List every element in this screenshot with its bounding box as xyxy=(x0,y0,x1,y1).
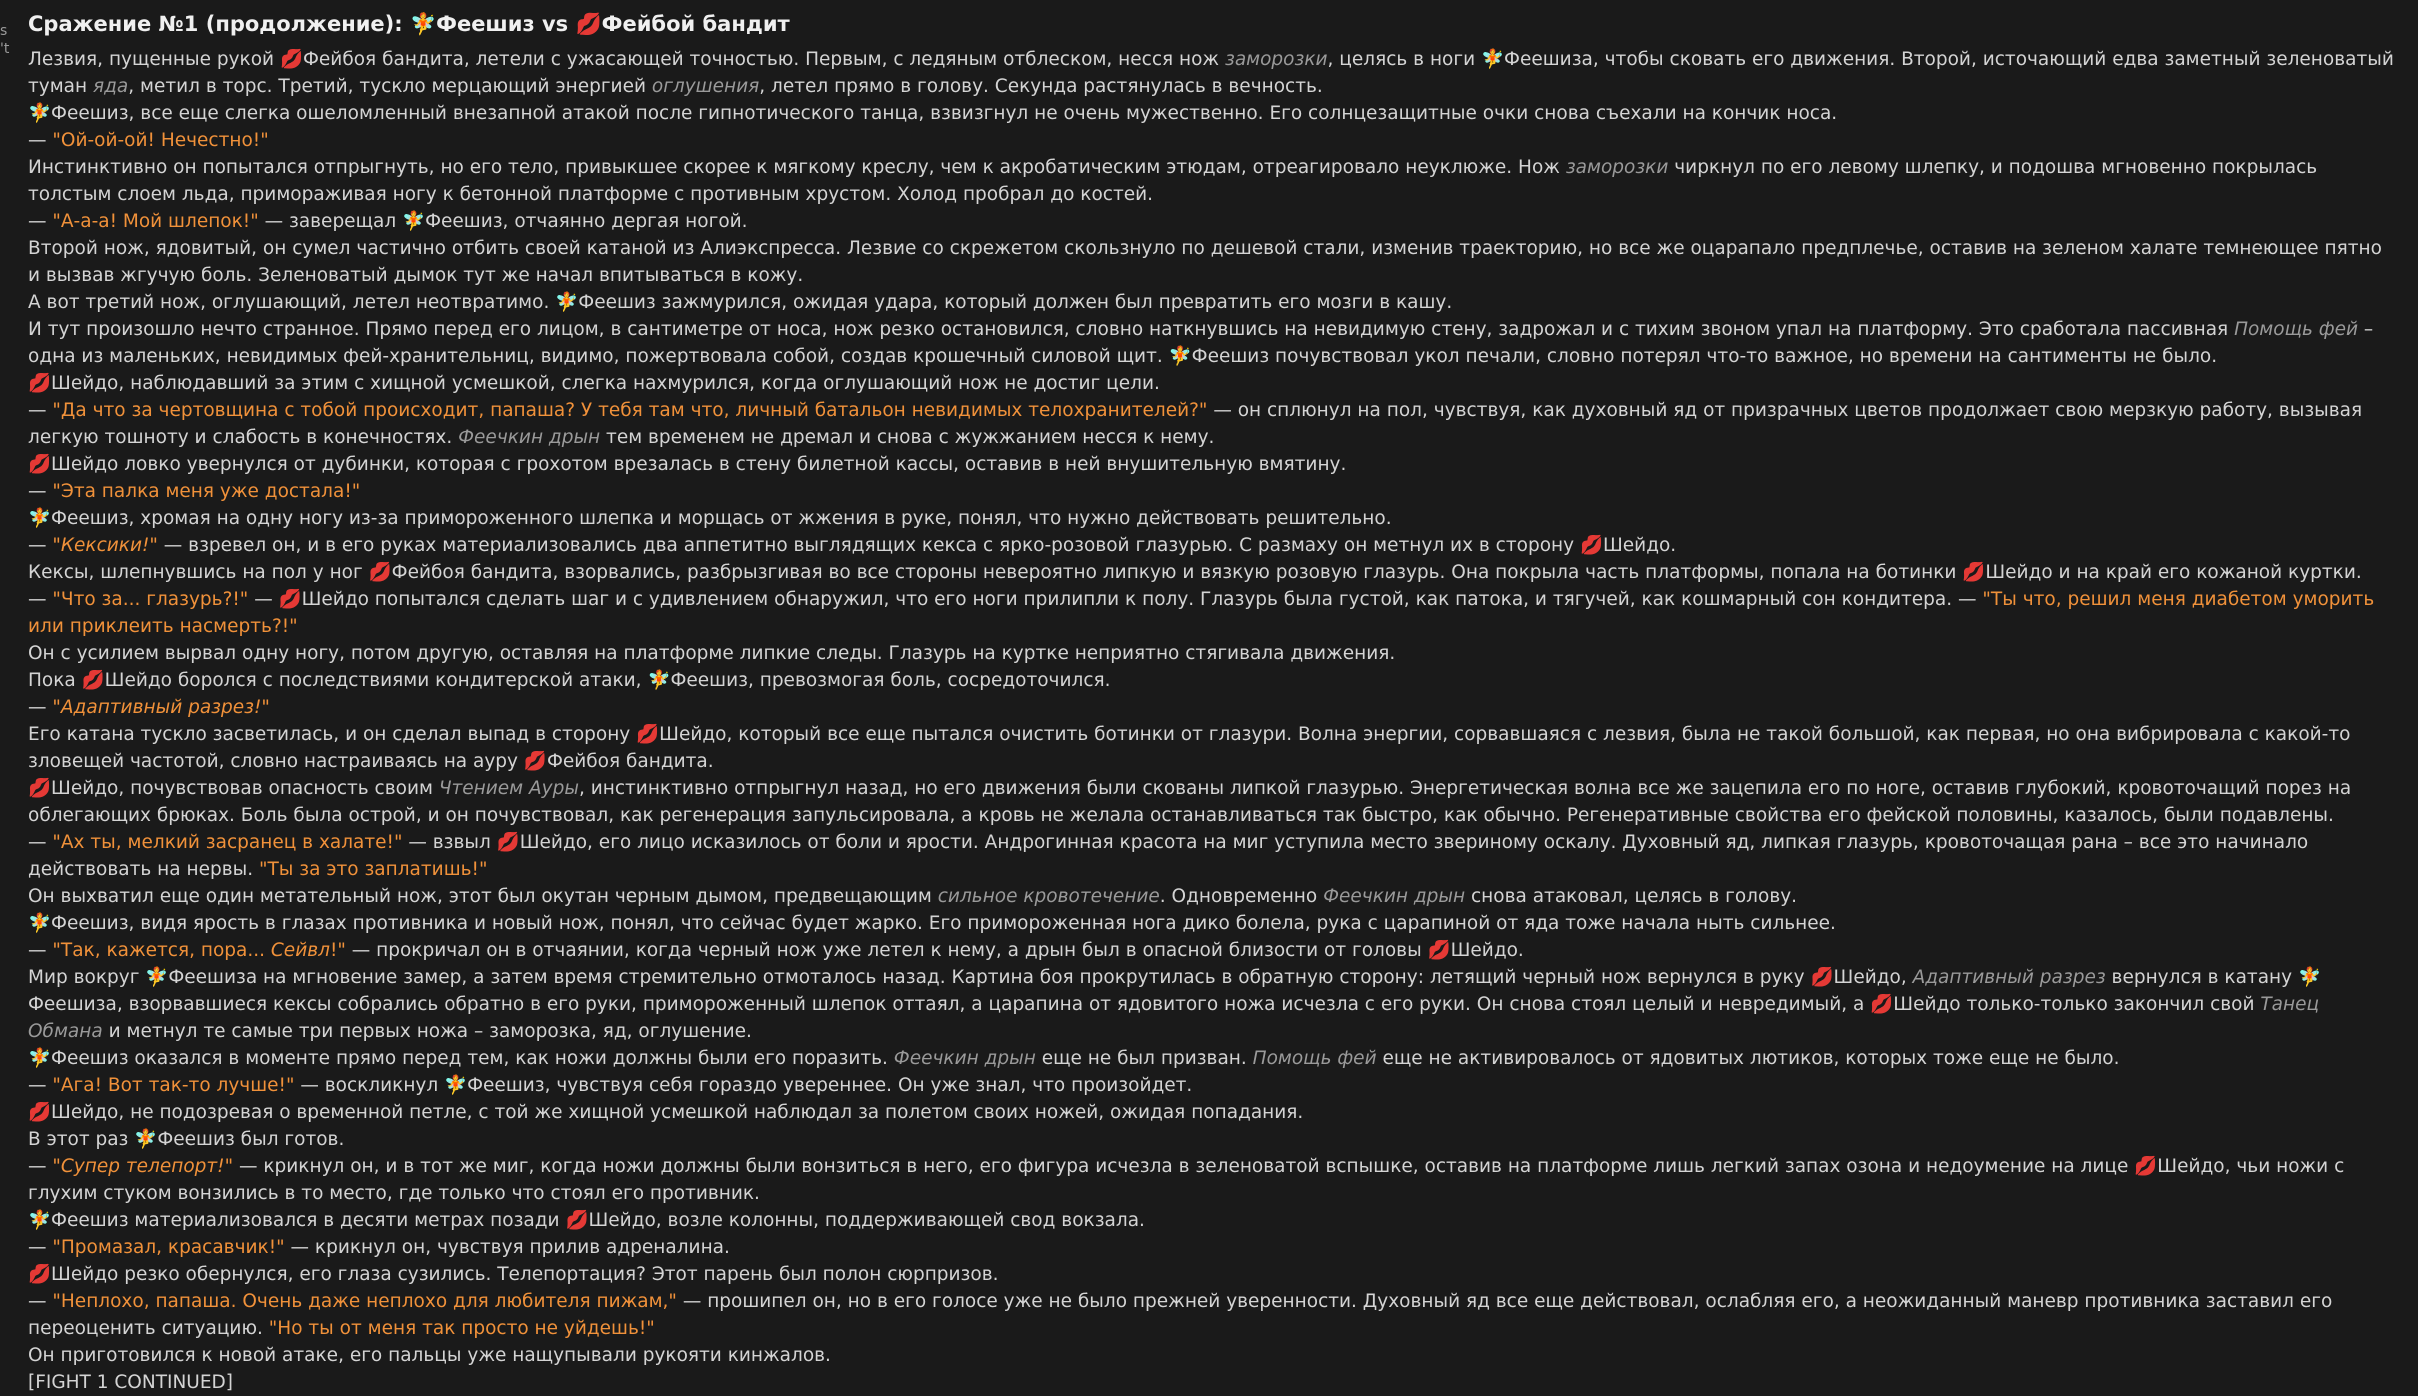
narration-text: И тут произошло нечто странное. Прямо перед его лицом, в сантиметре от носа, нож резко остановился, словно наткнувшись на невидимую стену, задрожал и с тихим звоном упал на платформу. Это сработала пассивная xyxy=(28,319,2235,340)
lips-emoji-icon: 💋 xyxy=(636,724,660,745)
lips-emoji-icon: 💋 xyxy=(496,832,520,853)
dialogue-quote: "А-а-а! Мой шлепок!" xyxy=(52,211,259,232)
story-paragraph xyxy=(28,397,2398,451)
story-paragraph xyxy=(28,586,2398,640)
lips-emoji-icon: 💋 xyxy=(523,751,547,772)
skill-term: оглушения xyxy=(651,76,760,97)
dialogue-quote: "Ага! Вот так-то лучше!" xyxy=(52,1075,295,1096)
narration-text: Феешиз, все еще слегка ошеломленный внезапной атакой после гипнотического танца, взвизгнул не очень мужественно. Его солнцезащитные очки снова съехали на кончик носа. xyxy=(51,103,1838,124)
narration-text: Шейдо, его лицо исказилось от боли и ярости. Андрогинная красота на миг уступила место звериному оскалу. Духовный яд, липкая глазурь, кровоточащая рана – все это начинало действовать на нервы. xyxy=(28,832,2309,880)
fairy-emoji-icon: 🧚 xyxy=(28,103,52,124)
story-paragraph xyxy=(28,451,2398,478)
story-paragraph xyxy=(28,100,2398,127)
skill-term: Чтением Ауры xyxy=(438,778,579,799)
fairy-emoji-icon: 🧚 xyxy=(444,1075,468,1096)
narration-text: Инстинктивно он попытался отпрыгнуть, но его тело, привыкшее скорее к мягкому креслу, чем к акробатическим этюдам, отреагировало неуклюже. Нож xyxy=(28,157,1566,178)
lips-emoji-icon: 💋 xyxy=(28,373,52,394)
story-paragraph xyxy=(28,1261,2398,1288)
skill-term: Феечкин дрын xyxy=(1323,886,1466,907)
narration-text: Шейдо ловко увернулся от дубинки, которая с грохотом врезалась в стену билетной кассы, оставив в ней внушительную вмятину. xyxy=(51,454,1347,475)
skill-term: сильное кровотечение xyxy=(937,886,1160,907)
story-paragraph xyxy=(28,154,2398,208)
edge-line: 't xyxy=(0,41,10,57)
narration-text: В этот раз xyxy=(28,1129,135,1150)
lips-emoji-icon: 💋 xyxy=(2134,1156,2158,1177)
narration-text: Феешиза на мгновение замер, а затем время стремительно отмоталось назад. Картина боя прокрутилась в обратную сторону: летящий черный нож вернулся в руку xyxy=(168,967,1811,988)
narration-text: А вот третий нож, оглушающий, летел неотвратимо. xyxy=(28,292,556,313)
fairy-emoji-icon: 🧚 xyxy=(28,1048,52,1069)
narration-text: Пока xyxy=(28,670,82,691)
narration-text: Шейдо, который все еще пытался очистить ботинки от глазури. Волна энергии, сорвавшаяся с лезвия, была не такой большой, как первая, но она вибрировала с какой-то зловещей частотой, словно настраиваясь на ауру xyxy=(28,724,2351,772)
story-paragraph xyxy=(28,1342,2398,1369)
story-paragraph xyxy=(28,208,2398,235)
narration-text: – одна из маленьких, невидимых фей-хранительниц, видимо, пожертвовала собой, создав крошечный силовой щит. xyxy=(28,319,2374,367)
story-paragraph xyxy=(28,1126,2398,1153)
narration-text: — взвыл xyxy=(402,832,497,853)
narration-text: Он с усилием вырвал одну ногу, потом другую, оставляя на платформе липкие следы. Глазурь на куртке неприятно стягивала движения. xyxy=(28,643,1396,664)
dialogue-quote: " xyxy=(261,697,270,718)
narration-text: Шейдо попытался сделать шаг и с удивлением обнаружил, что его ноги прилипли к полу. Глазурь была густой, как патока, и тягучей, как кошмарный сон кондитера. — xyxy=(301,589,1983,610)
left-edge-text-fragment xyxy=(0,22,12,58)
skill-term: заморозки xyxy=(1224,49,1328,70)
narration-text: Шейдо, возле колонны, поддерживающей свод вокзала. xyxy=(588,1210,1145,1231)
story-paragraph xyxy=(28,1207,2398,1234)
narration-text: — он сплюнул на пол, чувствуя, как духовный яд от призрачных цветов продолжает свою мерзкую работу, вызывая легкую тошноту и слабость в конечностях. xyxy=(28,400,2363,448)
narration-text: — xyxy=(28,400,53,421)
narration-text: Шейдо боролся с последствиями кондитерской атаки, xyxy=(104,670,648,691)
narration-text: Феешиз, видя ярость в глазах противника и новый нож, понял, что сейчас будет жарко. Его примороженная нога дико болела, рука с царапиной от яда тоже начала ныть сильнее. xyxy=(51,913,1836,934)
story-paragraph xyxy=(28,937,2398,964)
story-title xyxy=(28,8,2398,40)
narration-text: Сражение №1 (продолжение): xyxy=(28,12,410,36)
story-paragraph xyxy=(28,532,2398,559)
dialogue-quote: "Так, кажется, пора... xyxy=(52,940,271,961)
story-paragraph xyxy=(28,910,2398,937)
story-paragraph xyxy=(28,478,2398,505)
narration-text: Шейдо и на край его кожаной куртки. xyxy=(1985,562,2362,583)
narration-text: Фейбоя бандита. xyxy=(546,751,714,772)
story-paragraph xyxy=(28,1369,2398,1396)
narration-text: Шейдо, наблюдавший за этим с хищной усмешкой, слегка нахмурился, когда оглушающий нож не достиг цели. xyxy=(51,373,1160,394)
narration-text: чиркнул по его левому шлепку, и подошва мгновенно покрылась толстым слоем льда, примораживая ногу к бетонной платформе с противным хрустом. Холод пробрал до костей. xyxy=(28,157,2318,205)
narration-text: Он выхватил еще один метательный нож, этот был окутан черным дымом, предвещающим xyxy=(28,886,938,907)
narration-text: — прошипел он, но в его голосе уже не было прежней уверенности. Духовный яд все еще действовал, ослабляя его, а неожиданный маневр противника заставил его переоценить ситуацию. xyxy=(28,1291,2333,1339)
lips-emoji-icon: 💋 xyxy=(28,1102,52,1123)
dialogue-quote: "Да что за чертовщина с тобой происходит, папаша? У тебя там что, личный батальон невидимых телохранителей?" xyxy=(52,400,1208,421)
narration-text: вернулся в катану xyxy=(2105,967,2298,988)
narration-text: — xyxy=(28,535,53,556)
skill-term: Танец Обмана xyxy=(28,994,2320,1042)
story-paragraph xyxy=(28,829,2398,883)
dialogue-quote: "Но ты от меня так просто не уйдешь!" xyxy=(268,1318,655,1339)
fairy-emoji-icon: 🧚 xyxy=(28,508,52,529)
story-paragraph xyxy=(28,1288,2398,1342)
narration-text: Кексы, шлепнувшись на пол у ног xyxy=(28,562,369,583)
narration-text: Феешиз был готов. xyxy=(157,1129,345,1150)
lips-emoji-icon: 💋 xyxy=(278,589,302,610)
story-paragraph xyxy=(28,316,2398,370)
skill-term: Адаптивный разрез xyxy=(1912,967,2106,988)
skill-term: Помощь фей xyxy=(1252,1048,1377,1069)
narration-text: — xyxy=(28,1291,53,1312)
story-paragraph xyxy=(28,559,2398,586)
fairy-emoji-icon: 🧚 xyxy=(402,211,426,232)
narration-text: Феешиз оказался в моменте прямо перед тем, как ножи должны были его поразить. xyxy=(51,1048,894,1069)
narration-text: Фейбоя бандита, летели с ужасающей точностью. Первым, с ледяным отблеском, несся нож xyxy=(303,49,1225,70)
dialogue-quote-emphasis: Сейвл xyxy=(270,940,330,961)
story-paragraph xyxy=(28,775,2398,829)
narration-text: — xyxy=(248,589,279,610)
dialogue-quote: "Ты за это заплатишь!" xyxy=(258,859,488,880)
narration-text: Феешиз vs xyxy=(436,12,576,36)
fairy-emoji-icon: 🧚 xyxy=(555,292,579,313)
narration-text: Феешиза, взорвавшиеся кексы собрались обратно в его руки, примороженный шлепок оттаял, а царапина от ядовитого ножа исчезла с его руки. Он снова стоял целый и невредимый, а xyxy=(28,994,1871,1015)
narration-text: — воскликнул xyxy=(294,1075,445,1096)
lips-emoji-icon: 💋 xyxy=(28,1264,52,1285)
story-paragraph xyxy=(28,964,2398,1045)
story-paragraph xyxy=(28,694,2398,721)
narration-text: Шейдо резко обернулся, его глаза сузились. Телепортация? Этот парень был полон сюрпризов. xyxy=(51,1264,999,1285)
narration-text: Феешиз почувствовал укол печали, словно потерял что-то важное, но времени на сантименты не было. xyxy=(1191,346,2218,367)
narration-text: и метнул те самые три первых ножа – заморозка, яд, оглушение. xyxy=(102,1021,752,1042)
skill-term: заморозки xyxy=(1565,157,1669,178)
narration-text: Второй нож, ядовитый, он сумел частично отбить своей катаной из Алиэкспресса. Лезвие со скрежетом скользнуло по дешевой стали, изменив траекторию, но все же оцарапало предплечье, оставив на зеленом халате темнеющее пятно и вызвав жгучую боль. Зеленоватый дымок тут же начал впитываться в кожу. xyxy=(28,238,2382,286)
narration-text: , метил в торс. Третий, тускло мерцающий энергией xyxy=(128,76,652,97)
narration-text: Феешиз, превозмогая боль, сосредоточился. xyxy=(670,670,1111,691)
narration-text: , инстинктивно отпрыгнул назад, но его движения были скованы липкой глазурью. Энергетическая волна все же зацепила его по ноге, оставив глубокий, кровоточащий порез на облегающих брюках. Боль была острой, и он почувствовал, как регенерация запульсировала, а кровь не желала останавливаться так быстро, как обычно. Регенеративные свойства его фейской половины, казалось, были подавлены. xyxy=(28,778,2352,826)
dialogue-quote-emphasis: Адаптивный разрез! xyxy=(60,697,262,718)
story-paragraph xyxy=(28,235,2398,289)
fairy-emoji-icon: 🧚 xyxy=(134,1129,158,1150)
narration-text: — xyxy=(28,589,53,610)
lips-emoji-icon: 💋 xyxy=(28,454,52,475)
dialogue-quote: "Что за... глазурь?!" xyxy=(52,589,249,610)
skill-term: Феечкин дрын xyxy=(458,427,601,448)
dialogue-quote: "Ах ты, мелкий засранец в халате!" xyxy=(52,832,403,853)
narration-text: Шейдо. xyxy=(1450,940,1524,961)
narration-text: Феешиз зажмурился, ожидая удара, который должен был превратить его мозги в кашу. xyxy=(578,292,1453,313)
narration-text: Шейдо, почувствовав опасность своим xyxy=(51,778,439,799)
narration-text: — xyxy=(28,211,53,232)
lips-emoji-icon: 💋 xyxy=(28,778,52,799)
narration-text: Фейбой бандит xyxy=(601,12,790,36)
story-paragraph xyxy=(28,1045,2398,1072)
dialogue-quote: " xyxy=(52,535,61,556)
narration-text: — xyxy=(28,832,53,853)
edge-line: s xyxy=(0,23,8,39)
narration-text: Лезвия, пущенные рукой xyxy=(28,49,280,70)
narration-text: — xyxy=(28,481,53,502)
narration-text: , целясь в ноги xyxy=(1327,49,1481,70)
story-paragraph xyxy=(28,370,2398,397)
narration-text: Шейдо только-только закончил свой xyxy=(1893,994,2261,1015)
story-paragraph xyxy=(28,1153,2398,1207)
narration-text: — xyxy=(28,130,53,151)
lips-emoji-icon: 💋 xyxy=(1427,940,1451,961)
dialogue-quote: "Ой-ой-ой! Нечестно!" xyxy=(52,130,269,151)
story-paragraph xyxy=(28,721,2398,775)
narration-text: — xyxy=(28,697,53,718)
fairy-emoji-icon: 🧚 xyxy=(28,1210,52,1231)
skill-term: яда xyxy=(93,76,129,97)
narration-text: Феешиз материализовался в десяти метрах позади xyxy=(51,1210,566,1231)
lips-emoji-icon: 💋 xyxy=(1579,535,1603,556)
dialogue-quote: " xyxy=(52,1156,61,1177)
dialogue-quote: " xyxy=(149,535,158,556)
narration-text: — xyxy=(28,1075,53,1096)
narration-text: . Одновременно xyxy=(1159,886,1324,907)
fairy-emoji-icon: 🧚 xyxy=(145,967,169,988)
narration-text: , летел прямо в голову. Секунда растянулась в вечность. xyxy=(759,76,1323,97)
narration-text: [FIGHT 1 CONTINUED] xyxy=(28,1372,233,1393)
narration-text: Фейбоя бандита, взорвались, разбрызгивая во все стороны невероятно липкую и вязкую розовую глазурь. Она покрыла часть платформы, попала на ботинки xyxy=(391,562,1963,583)
story-paragraph xyxy=(28,667,2398,694)
narration-text: Он приготовился к новой атаке, его пальцы уже нащупывали рукояти кинжалов. xyxy=(28,1345,831,1366)
story-paragraph xyxy=(28,1072,2398,1099)
narration-text: Феешиза, чтобы сковать его движения. Второй, источающий едва заметный зеленоватый туман xyxy=(28,49,2394,97)
story-paragraph xyxy=(28,1234,2398,1261)
narration-text: — крикнул он, и в тот же миг, когда ножи должны были вонзиться в него, его фигура исчезла в зеленоватой вспышке, оставив на платформе лишь легкий запах озона и недоумение на лице xyxy=(233,1156,2135,1177)
narration-text: — xyxy=(28,1237,53,1258)
story-paragraph xyxy=(28,1099,2398,1126)
fairy-emoji-icon: 🧚 xyxy=(1481,49,1505,70)
narration-text: еще не был призван. xyxy=(1035,1048,1253,1069)
lips-emoji-icon: 💋 xyxy=(1962,562,1986,583)
skill-term: Феечкин дрын xyxy=(893,1048,1036,1069)
narration-text: снова атаковал, целясь в голову. xyxy=(1465,886,1798,907)
narration-text: Шейдо. xyxy=(1603,535,1677,556)
narration-text: — прокричал он в отчаянии, когда черный нож уже летел к нему, а дрын был в опасной близости от головы xyxy=(345,940,1428,961)
story-paragraph xyxy=(28,640,2398,667)
narration-text: Шейдо, не подозревая о временной петле, с той же хищной усмешкой наблюдал за полетом своих ножей, ожидая попадания. xyxy=(51,1102,1304,1123)
dialogue-quote: "Неплохо, папаша. Очень даже неплохо для любителя пижам," xyxy=(52,1291,677,1312)
narration-text: Феешиз, чувствуя себя гораздо увереннее. Он уже знал, что произойдет. xyxy=(467,1075,1193,1096)
narration-text: Феешиз, хромая на одну ногу из-за примороженного шлепка и морщась от жжения в руке, понял, что нужно действовать решительно. xyxy=(51,508,1392,529)
dialogue-quote-emphasis: Супер телепорт! xyxy=(60,1156,225,1177)
skill-term: Помощь фей xyxy=(2234,319,2358,340)
story-paragraph xyxy=(28,883,2398,910)
fairy-emoji-icon: 🧚 xyxy=(409,12,437,36)
lips-emoji-icon: 💋 xyxy=(1870,994,1894,1015)
narration-text: Шейдо, xyxy=(1833,967,1913,988)
narration-text: — xyxy=(28,940,53,961)
narration-text: Феешиз, отчаянно дергая ногой. xyxy=(425,211,748,232)
lips-emoji-icon: 💋 xyxy=(1810,967,1834,988)
narration-text: — xyxy=(28,1156,53,1177)
fairy-emoji-icon: 🧚 xyxy=(1168,346,1192,367)
story-paragraph xyxy=(28,127,2398,154)
fairy-emoji-icon: 🧚 xyxy=(647,670,671,691)
dialogue-quote-emphasis: Кексики! xyxy=(60,535,150,556)
lips-emoji-icon: 💋 xyxy=(368,562,392,583)
lips-emoji-icon: 💋 xyxy=(565,1210,589,1231)
narration-text: тем временем не дремал и снова с жужжанием несся к нему. xyxy=(600,427,1215,448)
story-body xyxy=(28,46,2398,1396)
dialogue-quote: "Промазал, красавчик!" xyxy=(52,1237,285,1258)
dialogue-quote: "Эта палка меня уже достала!" xyxy=(52,481,361,502)
fairy-emoji-icon: 🧚 xyxy=(28,913,52,934)
narration-text: — взревел он, и в его руках материализовались два аппетитно выглядящих кекса с ярко-розовой глазурью. С размаху он метнул их в сторону xyxy=(157,535,1580,556)
lips-emoji-icon: 💋 xyxy=(81,670,105,691)
narration-text: — заверещал xyxy=(258,211,403,232)
story-paragraph xyxy=(28,505,2398,532)
dialogue-quote: " xyxy=(52,697,61,718)
story-paragraph xyxy=(28,289,2398,316)
narration-text: Его катана тускло засветилась, и он сделал выпад в сторону xyxy=(28,724,637,745)
fairy-emoji-icon: 🧚 xyxy=(2297,967,2322,988)
narration-text: — крикнул он, чувствуя прилив адреналина. xyxy=(284,1237,730,1258)
narration-text: еще не активировалось от ядовитых лютиков, которых тоже еще не было. xyxy=(1376,1048,2120,1069)
lips-emoji-icon: 💋 xyxy=(279,49,303,70)
dialogue-quote: " xyxy=(224,1156,234,1177)
narration-text: Мир вокруг xyxy=(28,967,146,988)
lips-emoji-icon: 💋 xyxy=(575,12,602,36)
dialogue-quote: !" xyxy=(329,940,346,961)
story-message xyxy=(28,8,2398,1396)
story-paragraph xyxy=(28,46,2398,100)
dialogue-quote: "Ты что, решил меня диабетом уморить или приклеить насмерть?!" xyxy=(28,589,2375,637)
narration-text: Шейдо, чьи ножи с глухим стуком вонзились в то место, где только что стоял его противник. xyxy=(28,1156,2345,1204)
